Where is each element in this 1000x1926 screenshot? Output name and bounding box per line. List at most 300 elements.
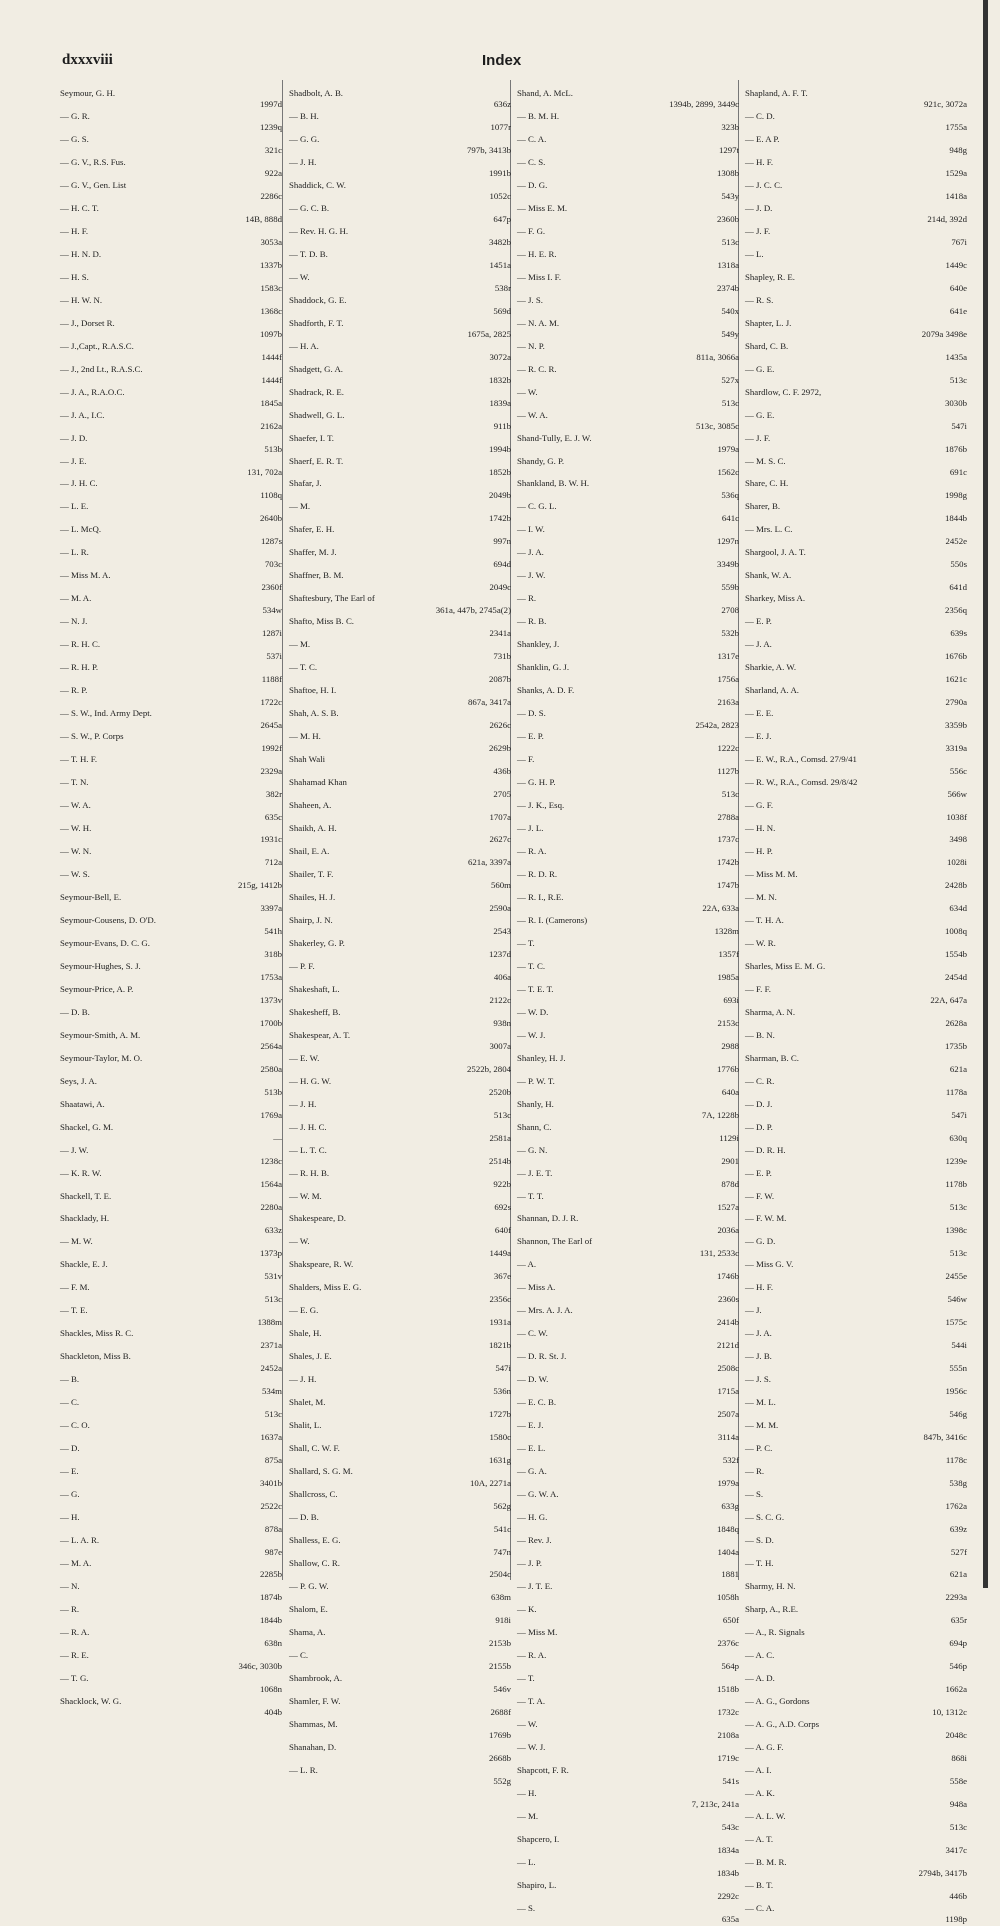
index-entry bbox=[745, 318, 967, 341]
entry-reference: 2581a bbox=[489, 1133, 511, 1144]
entry-name: Sharer, B. bbox=[745, 501, 781, 512]
entry-name: — D. P. bbox=[745, 1121, 773, 1132]
index-entry bbox=[745, 892, 967, 915]
index-entry bbox=[60, 88, 282, 111]
index-entry bbox=[289, 1282, 511, 1305]
entry-reference: 544i bbox=[951, 1339, 967, 1350]
entry-name: — J. K., Esq. bbox=[517, 800, 565, 811]
entry-name: — J. T. E. bbox=[517, 1580, 553, 1591]
index-entry bbox=[745, 1282, 967, 1305]
index-entry bbox=[745, 1328, 967, 1351]
entry-name: — K. R. W. bbox=[60, 1167, 102, 1178]
index-entry bbox=[289, 1374, 511, 1397]
entry-name: — E. bbox=[60, 1466, 79, 1477]
index-entry bbox=[289, 1168, 511, 1191]
entry-reference: 1753a bbox=[260, 972, 282, 983]
entry-reference: 1398c bbox=[945, 1224, 967, 1235]
entry-reference: 1058h bbox=[717, 1592, 739, 1603]
index-entry bbox=[60, 111, 282, 134]
entry-name: — D. bbox=[60, 1443, 80, 1454]
entry-name: — T. H. bbox=[745, 1558, 774, 1568]
entry-reference: 2640b bbox=[260, 512, 282, 523]
entry-reference: 1845a bbox=[260, 398, 282, 409]
index-entry bbox=[289, 111, 511, 134]
entry-reference: 541h bbox=[264, 926, 282, 937]
entry-reference: 1839a bbox=[489, 398, 511, 409]
index-entry bbox=[517, 157, 739, 180]
entry-reference: 1444f bbox=[261, 352, 282, 363]
index-entry bbox=[60, 1236, 282, 1259]
entry-reference: 2121d bbox=[717, 1339, 739, 1350]
index-entry bbox=[60, 1053, 282, 1076]
index-entry bbox=[60, 134, 282, 157]
entry-name: — E. W. bbox=[289, 1052, 320, 1063]
index-entry bbox=[517, 1122, 739, 1145]
entry-name: — H. F. bbox=[60, 225, 89, 236]
entry-reference: 635r bbox=[950, 1615, 967, 1626]
entry-reference: 1178a bbox=[945, 1087, 967, 1098]
entry-name: — J. L. bbox=[517, 823, 544, 833]
entry-name: — R. A. bbox=[60, 1626, 90, 1637]
entry-name: Shackell, T. E. bbox=[60, 1190, 112, 1201]
index-entry bbox=[517, 1880, 739, 1903]
entry-reference: 562g bbox=[493, 1500, 511, 1511]
index-entry bbox=[60, 547, 282, 570]
entry-name: Shales, J. E. bbox=[289, 1351, 332, 1362]
entry-reference: 2590a bbox=[489, 903, 511, 914]
entry-name: — J. P. bbox=[517, 1558, 542, 1568]
entry-reference: 1747b bbox=[717, 880, 739, 891]
index-entry bbox=[60, 1282, 282, 1305]
index-entry bbox=[745, 1696, 967, 1719]
index-entry bbox=[517, 915, 739, 938]
entry-name: — S. D. bbox=[745, 1535, 774, 1546]
index-entry bbox=[745, 364, 967, 387]
entry-name: — G. R. bbox=[60, 110, 90, 121]
entry-reference: 555n bbox=[949, 1362, 967, 1373]
entry-name: Shammas, M. bbox=[289, 1718, 338, 1729]
entry-reference: 636z bbox=[493, 99, 511, 110]
entry-reference: 550s bbox=[950, 558, 967, 569]
entry-reference: 2079a 3498e bbox=[921, 329, 967, 340]
entry-reference: 1735b bbox=[945, 1041, 967, 1052]
entry-name: — W. M. bbox=[289, 1190, 322, 1201]
entry-reference: 1239q bbox=[260, 122, 282, 133]
entry-reference: 1404a bbox=[717, 1546, 739, 1557]
index-entry bbox=[289, 1765, 511, 1788]
page-header bbox=[62, 52, 962, 74]
index-entry bbox=[289, 249, 511, 272]
index-entry bbox=[60, 1213, 282, 1236]
index-entry bbox=[745, 88, 967, 111]
entry-reference: 1198p bbox=[945, 1914, 967, 1925]
entry-name: — W. bbox=[517, 1718, 538, 1729]
entry-reference: 641c bbox=[721, 512, 739, 523]
index-entry bbox=[289, 157, 511, 180]
entry-name: — C. A. bbox=[745, 1902, 775, 1913]
entry-reference: 2688f bbox=[490, 1707, 511, 1718]
entry-reference: 2708 bbox=[721, 604, 739, 615]
entry-reference: 2285b bbox=[260, 1569, 282, 1580]
entry-name: Shadforth, F. T. bbox=[289, 317, 344, 328]
entry-name: Shaefer, I. T. bbox=[289, 432, 334, 443]
entry-name: — C. S. bbox=[517, 156, 546, 167]
index-entry bbox=[517, 111, 739, 134]
entry-name: — F. W. bbox=[745, 1190, 775, 1201]
entry-reference: 1834b bbox=[717, 1868, 739, 1879]
entry-name: — W. J. bbox=[517, 1741, 546, 1752]
index-entry bbox=[60, 203, 282, 226]
entry-reference: 2356q bbox=[945, 604, 967, 615]
entry-name: — A. I. bbox=[745, 1764, 772, 1775]
entry-reference: 1821b bbox=[489, 1339, 511, 1350]
index-entry bbox=[289, 777, 511, 800]
entry-reference: 938n bbox=[493, 1018, 511, 1029]
entry-name: Shapcott, F. R. bbox=[517, 1764, 569, 1775]
entry-name: Sharman, B. C. bbox=[745, 1052, 800, 1063]
index-entry bbox=[517, 1053, 739, 1076]
entry-reference: 2428b bbox=[945, 880, 967, 891]
entry-reference: 1722c bbox=[260, 696, 282, 707]
index-entry bbox=[289, 1443, 511, 1466]
index-entry bbox=[745, 915, 967, 938]
index-entry bbox=[517, 1604, 739, 1627]
entry-name: — E. G. bbox=[289, 1305, 319, 1316]
index-entry bbox=[745, 1420, 967, 1443]
entry-name: Shanks, A. D. F. bbox=[517, 685, 575, 696]
index-entry bbox=[517, 1581, 739, 1604]
entry-name: Shakesheff, B. bbox=[289, 1006, 341, 1017]
entry-name: Shahamad Khan bbox=[289, 777, 347, 788]
entry-name: — B. M. R. bbox=[745, 1856, 787, 1867]
entry-reference: 513c bbox=[493, 1110, 511, 1121]
entry-name: Shapiro, L. bbox=[517, 1879, 557, 1890]
index-entry bbox=[60, 1627, 282, 1650]
entry-name: — A. D. bbox=[745, 1672, 775, 1683]
entry-name: — Miss G. V. bbox=[745, 1259, 794, 1270]
index-column-3 bbox=[517, 88, 739, 1926]
entry-reference: 1449a bbox=[489, 1247, 511, 1258]
entry-name: — W. D. bbox=[517, 1006, 549, 1017]
entry-reference: 361a, 447b, 2745a(2) bbox=[435, 604, 511, 615]
index-entry bbox=[289, 1650, 511, 1673]
index-entry bbox=[289, 1719, 511, 1742]
index-entry bbox=[60, 869, 282, 892]
entry-name: — T. H. A. bbox=[745, 914, 784, 925]
index-entry bbox=[289, 1604, 511, 1627]
entry-reference: 3053a bbox=[260, 237, 282, 248]
index-entry bbox=[517, 478, 739, 501]
entry-reference: 2645a bbox=[260, 719, 282, 730]
entry-name: Shadbolt, A. B. bbox=[289, 88, 344, 98]
entry-name: Shanahan, D. bbox=[289, 1741, 337, 1752]
page-number: dxxxviii bbox=[62, 52, 113, 68]
entry-name: Shalless, E. G. bbox=[289, 1535, 341, 1546]
entry-name: — G. D. bbox=[745, 1236, 776, 1247]
entry-name: — A. L. W. bbox=[745, 1810, 786, 1821]
index-entry bbox=[745, 1903, 967, 1926]
entry-reference: 3401b bbox=[260, 1477, 282, 1488]
index-entry bbox=[289, 341, 511, 364]
entry-reference: 2286c bbox=[260, 191, 282, 202]
entry-reference: 1931c bbox=[260, 834, 282, 845]
entry-name: Shakeshaft, L. bbox=[289, 983, 340, 994]
index-entry bbox=[60, 1030, 282, 1053]
entry-reference: 1755a bbox=[945, 122, 967, 133]
entry-name: Shaatawi, A. bbox=[60, 1098, 105, 1109]
entry-name: — J. A. bbox=[517, 547, 544, 558]
entry-name: — B. N. bbox=[745, 1029, 775, 1040]
entry-reference: 1769b bbox=[489, 1730, 511, 1741]
index-entry bbox=[745, 1122, 967, 1145]
entry-name: Shackleton, Miss B. bbox=[60, 1351, 131, 1362]
index-entry bbox=[60, 1558, 282, 1581]
index-entry bbox=[517, 1903, 739, 1926]
entry-reference: 867a, 3417a bbox=[468, 696, 511, 707]
index-entry bbox=[60, 685, 282, 708]
entry-name: — D. R. St. J. bbox=[517, 1351, 567, 1362]
index-entry bbox=[745, 846, 967, 869]
entry-reference: 569d bbox=[493, 306, 511, 317]
index-entry bbox=[289, 731, 511, 754]
entry-reference: 3319a bbox=[945, 742, 967, 753]
entry-reference: 2048c bbox=[945, 1730, 967, 1741]
index-entry bbox=[745, 1351, 967, 1374]
index-entry bbox=[289, 1213, 511, 1236]
entry-reference: 1707a bbox=[489, 811, 511, 822]
entry-reference: 1444f bbox=[261, 375, 282, 386]
entry-reference: 2629b bbox=[489, 742, 511, 753]
entry-reference: 1848q bbox=[717, 1523, 739, 1534]
entry-name: Shailes, H. J. bbox=[289, 891, 336, 902]
index-entry bbox=[289, 524, 511, 547]
entry-reference: 1373v bbox=[260, 995, 282, 1006]
entry-name: — D. B. bbox=[60, 1006, 90, 1017]
entry-name: Shaddock, G. E. bbox=[289, 294, 347, 305]
index-entry bbox=[517, 1374, 739, 1397]
index-entry bbox=[289, 984, 511, 1007]
entry-name: — G. A. bbox=[517, 1466, 547, 1477]
entry-name: Seys, J. A. bbox=[60, 1075, 97, 1086]
entry-name: Shafer, E. H. bbox=[289, 524, 335, 535]
entry-name: — L. bbox=[517, 1856, 536, 1867]
index-entry bbox=[745, 1053, 967, 1076]
entry-reference: 547i bbox=[951, 1110, 967, 1121]
entry-name: — K. bbox=[517, 1603, 537, 1614]
entry-name: Shand-Tully, E. J. W. bbox=[517, 432, 592, 443]
entry-reference: 2514b bbox=[489, 1156, 511, 1167]
entry-reference: 2341a bbox=[489, 627, 511, 638]
entry-name: — G. F. bbox=[745, 800, 774, 811]
entry-reference: 1222c bbox=[717, 742, 739, 753]
entry-name: Seymour-Hughes, S. J. bbox=[60, 960, 141, 971]
entry-name: — Miss M. A. bbox=[60, 570, 111, 581]
entry-reference: 1979a bbox=[717, 444, 739, 455]
entry-reference: 1832b bbox=[489, 375, 511, 386]
entry-reference: 650f bbox=[722, 1615, 739, 1626]
index-entry bbox=[289, 387, 511, 410]
entry-name: — N. A. M. bbox=[517, 317, 560, 328]
index-entry bbox=[745, 1811, 967, 1834]
entry-name: — A. T. bbox=[745, 1833, 774, 1844]
entry-reference: 878a bbox=[264, 1523, 282, 1534]
entry-name: — D. R. H. bbox=[745, 1144, 786, 1155]
entry-reference: 868i bbox=[951, 1753, 967, 1764]
entry-reference: 1662a bbox=[945, 1684, 967, 1695]
entry-reference: 2455e bbox=[945, 1270, 967, 1281]
entry-reference: 1631g bbox=[489, 1454, 511, 1465]
entry-reference: 1956c bbox=[945, 1385, 967, 1396]
index-entry bbox=[745, 1305, 967, 1328]
index-entry bbox=[517, 961, 739, 984]
index-entry bbox=[517, 1351, 739, 1374]
index-entry bbox=[517, 1420, 739, 1443]
entry-reference: 2280a bbox=[260, 1201, 282, 1212]
entry-reference: 214d, 392d bbox=[927, 214, 967, 225]
index-entry bbox=[60, 1443, 282, 1466]
entry-reference: 621a bbox=[949, 1064, 967, 1075]
index-entry bbox=[60, 892, 282, 915]
index-entry bbox=[60, 249, 282, 272]
entry-reference: 547i bbox=[951, 421, 967, 432]
entry-reference: 747n bbox=[493, 1546, 511, 1557]
index-entry bbox=[745, 1374, 967, 1397]
index-entry bbox=[289, 823, 511, 846]
entry-reference: 1038f bbox=[946, 811, 967, 822]
entry-name: — G. S. bbox=[60, 133, 89, 144]
index-entry bbox=[517, 1811, 739, 1834]
entry-name: — J. H. C. bbox=[289, 1121, 327, 1132]
entry-name: Shandy, G. P. bbox=[517, 455, 565, 466]
index-entry bbox=[60, 915, 282, 938]
index-entry bbox=[60, 708, 282, 731]
entry-reference: 543y bbox=[721, 191, 739, 202]
entry-reference: 694p bbox=[949, 1638, 967, 1649]
index-entry bbox=[60, 318, 282, 341]
index-entry bbox=[517, 1282, 739, 1305]
index-entry bbox=[289, 754, 511, 777]
entry-name: — H. bbox=[517, 1787, 537, 1798]
entry-reference: 534m bbox=[261, 1385, 282, 1396]
entry-reference: 321c bbox=[264, 145, 282, 156]
index-entry bbox=[517, 456, 739, 479]
entry-name: — W. bbox=[517, 386, 538, 397]
entry-reference: 2564a bbox=[260, 1041, 282, 1052]
entry-name: — W. N. bbox=[60, 845, 92, 856]
index-entry bbox=[745, 387, 967, 410]
entry-reference: 1985a bbox=[717, 972, 739, 983]
entry-reference: 1108q bbox=[260, 489, 282, 500]
index-entry bbox=[517, 501, 739, 524]
entry-name: — P. G. W. bbox=[289, 1580, 329, 1591]
entry-reference: 1991b bbox=[489, 168, 511, 179]
entry-reference: 2162a bbox=[260, 421, 282, 432]
entry-name: — T. E. T. bbox=[517, 983, 554, 994]
entry-name: — L. R. bbox=[60, 547, 89, 558]
entry-name: — C. D. bbox=[745, 110, 775, 121]
entry-reference: 1762a bbox=[945, 1500, 967, 1511]
entry-reference: 1287s bbox=[260, 535, 282, 546]
entry-name: — W. bbox=[289, 1236, 310, 1247]
entry-reference: 1564a bbox=[260, 1179, 282, 1190]
index-entry bbox=[60, 1673, 282, 1696]
entry-reference: 2543 bbox=[493, 926, 511, 937]
entry-name: — D. S. bbox=[517, 708, 546, 719]
entry-name: — A. G., Gordons bbox=[745, 1695, 810, 1706]
index-entry bbox=[517, 1719, 739, 1742]
entry-reference: 1844b bbox=[260, 1615, 282, 1626]
entry-reference: 1008q bbox=[945, 926, 967, 937]
index-entry bbox=[745, 272, 967, 295]
entry-reference: 948g bbox=[949, 145, 967, 156]
entry-reference: 1881 bbox=[721, 1569, 739, 1580]
entry-reference: 382r bbox=[265, 788, 282, 799]
entry-name: Shalet, M. bbox=[289, 1397, 326, 1408]
entry-name: — S. bbox=[745, 1489, 764, 1500]
entry-reference: 847b, 3416c bbox=[923, 1431, 967, 1442]
entry-reference: 541c bbox=[493, 1523, 511, 1534]
entry-name: — M. N. bbox=[745, 891, 777, 902]
index-entry bbox=[60, 1581, 282, 1604]
entry-name: Shaerf, E. R. T. bbox=[289, 455, 344, 466]
index-entry bbox=[745, 639, 967, 662]
entry-reference: 323b bbox=[721, 122, 739, 133]
entry-reference: 1562c bbox=[717, 466, 739, 477]
index-entry bbox=[745, 1719, 967, 1742]
index-entry bbox=[289, 1351, 511, 1374]
index-entry bbox=[517, 1466, 739, 1489]
index-entry bbox=[745, 1834, 967, 1857]
index-entry bbox=[289, 1581, 511, 1604]
entry-name: — Miss I. F. bbox=[517, 271, 562, 282]
entry-name: Shambrook, A. bbox=[289, 1672, 343, 1683]
index-entry bbox=[745, 1765, 967, 1788]
index-entry bbox=[745, 823, 967, 846]
index-entry bbox=[60, 387, 282, 410]
entry-name: — M. M. bbox=[745, 1420, 779, 1431]
index-entry bbox=[289, 570, 511, 593]
entry-name: Shallow, C. R. bbox=[289, 1558, 340, 1568]
entry-reference: 694d bbox=[493, 558, 511, 569]
entry-reference: 1675a, 2825 bbox=[467, 329, 511, 340]
entry-reference: 2522c bbox=[260, 1500, 282, 1511]
entry-reference: 2627c bbox=[489, 834, 511, 845]
index-entry bbox=[289, 1420, 511, 1443]
entry-reference: 1178c bbox=[945, 1454, 967, 1465]
entry-name: — J., 2nd Lt., R.A.S.C. bbox=[60, 363, 143, 374]
entry-reference: 1188f bbox=[261, 673, 282, 684]
index-entry bbox=[60, 616, 282, 639]
entry-reference: 731b bbox=[493, 650, 511, 661]
entry-reference: 633g bbox=[721, 1500, 739, 1511]
entry-reference: 540x bbox=[721, 306, 739, 317]
entry-name: — A. G., A.D. Corps bbox=[745, 1718, 820, 1729]
index-entry bbox=[60, 800, 282, 823]
entry-name: — L. A. R. bbox=[60, 1535, 100, 1546]
entry-reference: 638n bbox=[264, 1638, 282, 1649]
entry-reference: 513c bbox=[721, 398, 739, 409]
entry-name: Sharmy, H. N. bbox=[745, 1580, 796, 1591]
index-entry bbox=[60, 1696, 282, 1719]
entry-reference: 1979a bbox=[717, 1477, 739, 1488]
index-entry bbox=[517, 892, 739, 915]
entry-name: — D. G. bbox=[517, 179, 548, 190]
entry-reference: 1239e bbox=[945, 1156, 967, 1167]
entry-name: Shaikh, A. H. bbox=[289, 823, 337, 833]
index-entry bbox=[289, 1305, 511, 1328]
entry-name: Sharles, Miss E. M. G. bbox=[745, 960, 826, 971]
entry-name: Shapcero, I. bbox=[517, 1833, 560, 1844]
